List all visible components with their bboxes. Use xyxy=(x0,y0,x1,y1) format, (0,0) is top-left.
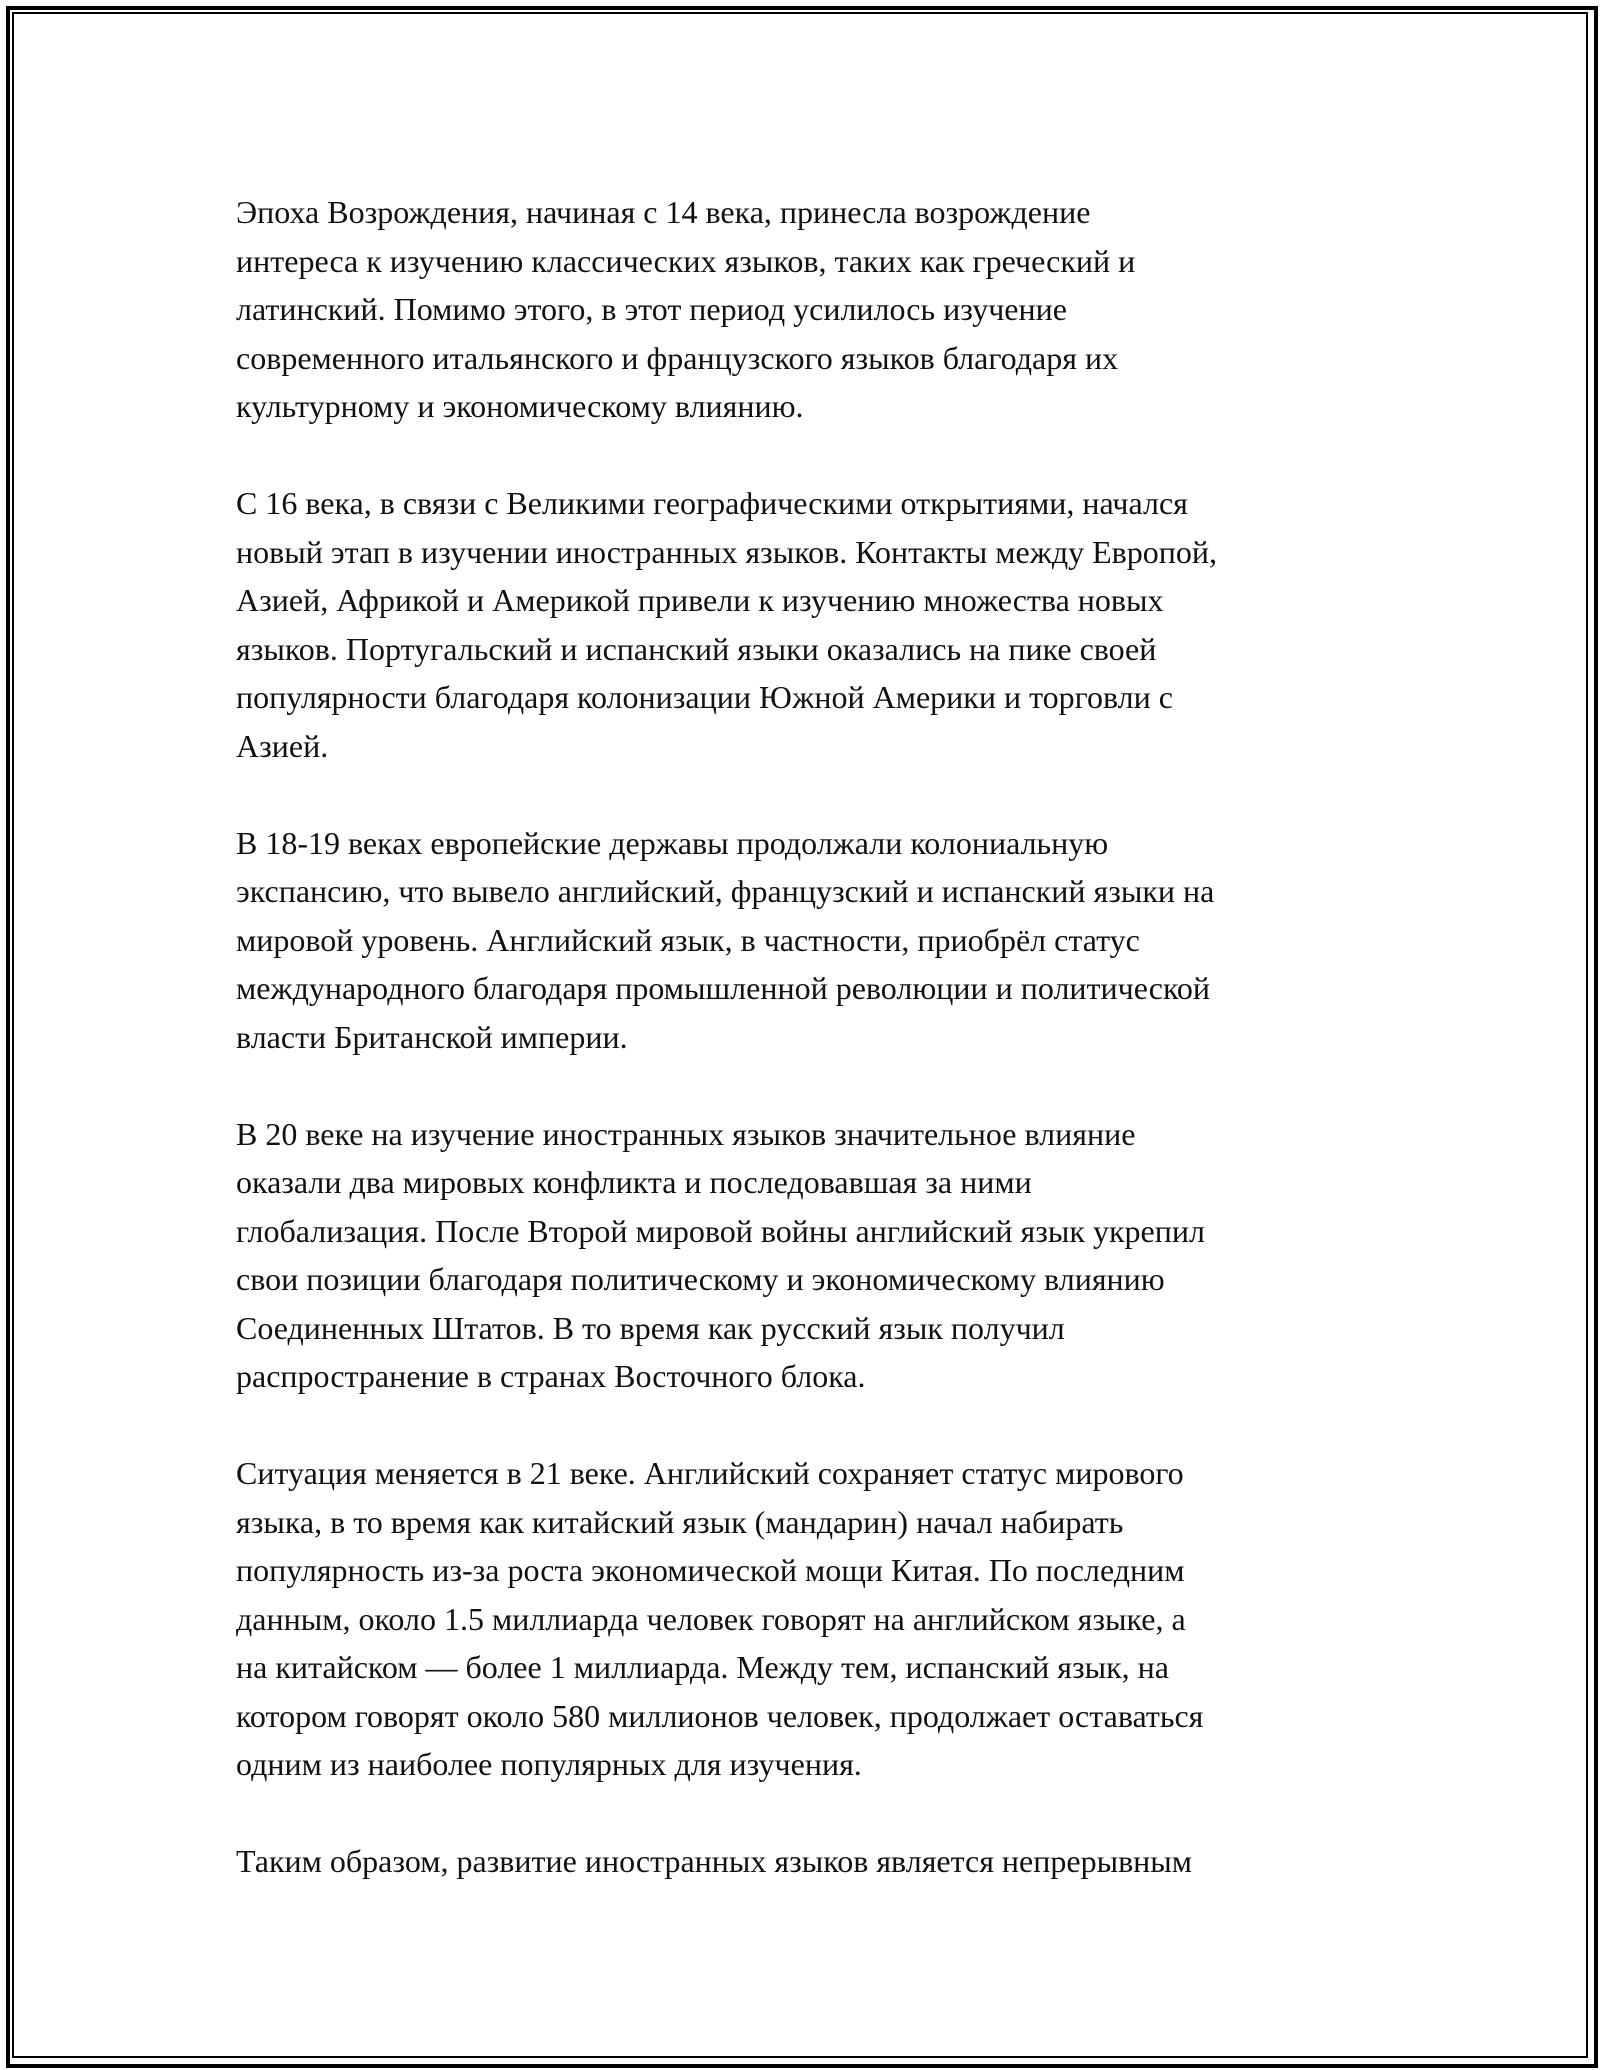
paragraph-21st-century: Ситуация меняется в 21 веке. Английский сохраняет статус мирового языка, в то время как китайский язык (мандарин) начал набирать популярность из-за роста экономической мощи Китая. По последним данным, около 1.5 миллиарда человек говорят на английском языке, а на китайском — более 1 миллиарда. Между тем, испанский язык, на котором говорят около 580 миллионов человек, продолжает оставаться одним из наиболее популярных для изучения. xyxy=(236,1455,1204,1782)
paragraph-18-19th-centuries: В 18-19 веках европейские державы продолжали колониальную экспансию, что вывело английский, французский и испанский языки на мировой уровень. Английский язык, в частности, приобрёл статус международного благодаря промышленной революции и политической власти Британской империи. xyxy=(236,824,1215,1055)
paragraph-renaissance: Эпоха Возрождения, начиная с 14 века, принесла возрождение интереса к изучению классических языков, таких как греческий и латинский. Помимо этого, в этот период усилилось изучение современного итальянского и французского языков благодаря их культурному и экономическому влиянию. xyxy=(236,194,1136,424)
paragraph-16th-century: С 16 века, в связи с Великими географическими открытиями, начался новый этап в изучении иностранных языков. Контакты между Европой, Азией, Африкой и Америкой привели к изучению множества новых языков. Португальский и испанский языки оказались на пике своей популярности благодаря колонизации Южной Америки и торговли с Азией. xyxy=(236,485,1218,764)
paragraph-conclusion: Таким образом, развитие иностранных языков является непрерывным xyxy=(236,1843,1193,1879)
document-body xyxy=(236,188,1376,1934)
paragraph-20th-century: В 20 веке на изучение иностранных языков значительное влияние оказали два мировых конфликта и последовавшая за ними глобализация. После Второй мировой войны английский язык укрепил свои позиции благодаря политическому и экономическому влиянию Соединенных Штатов. В то время как русский язык получил распространение в странах Восточного блока. xyxy=(236,1115,1205,1394)
